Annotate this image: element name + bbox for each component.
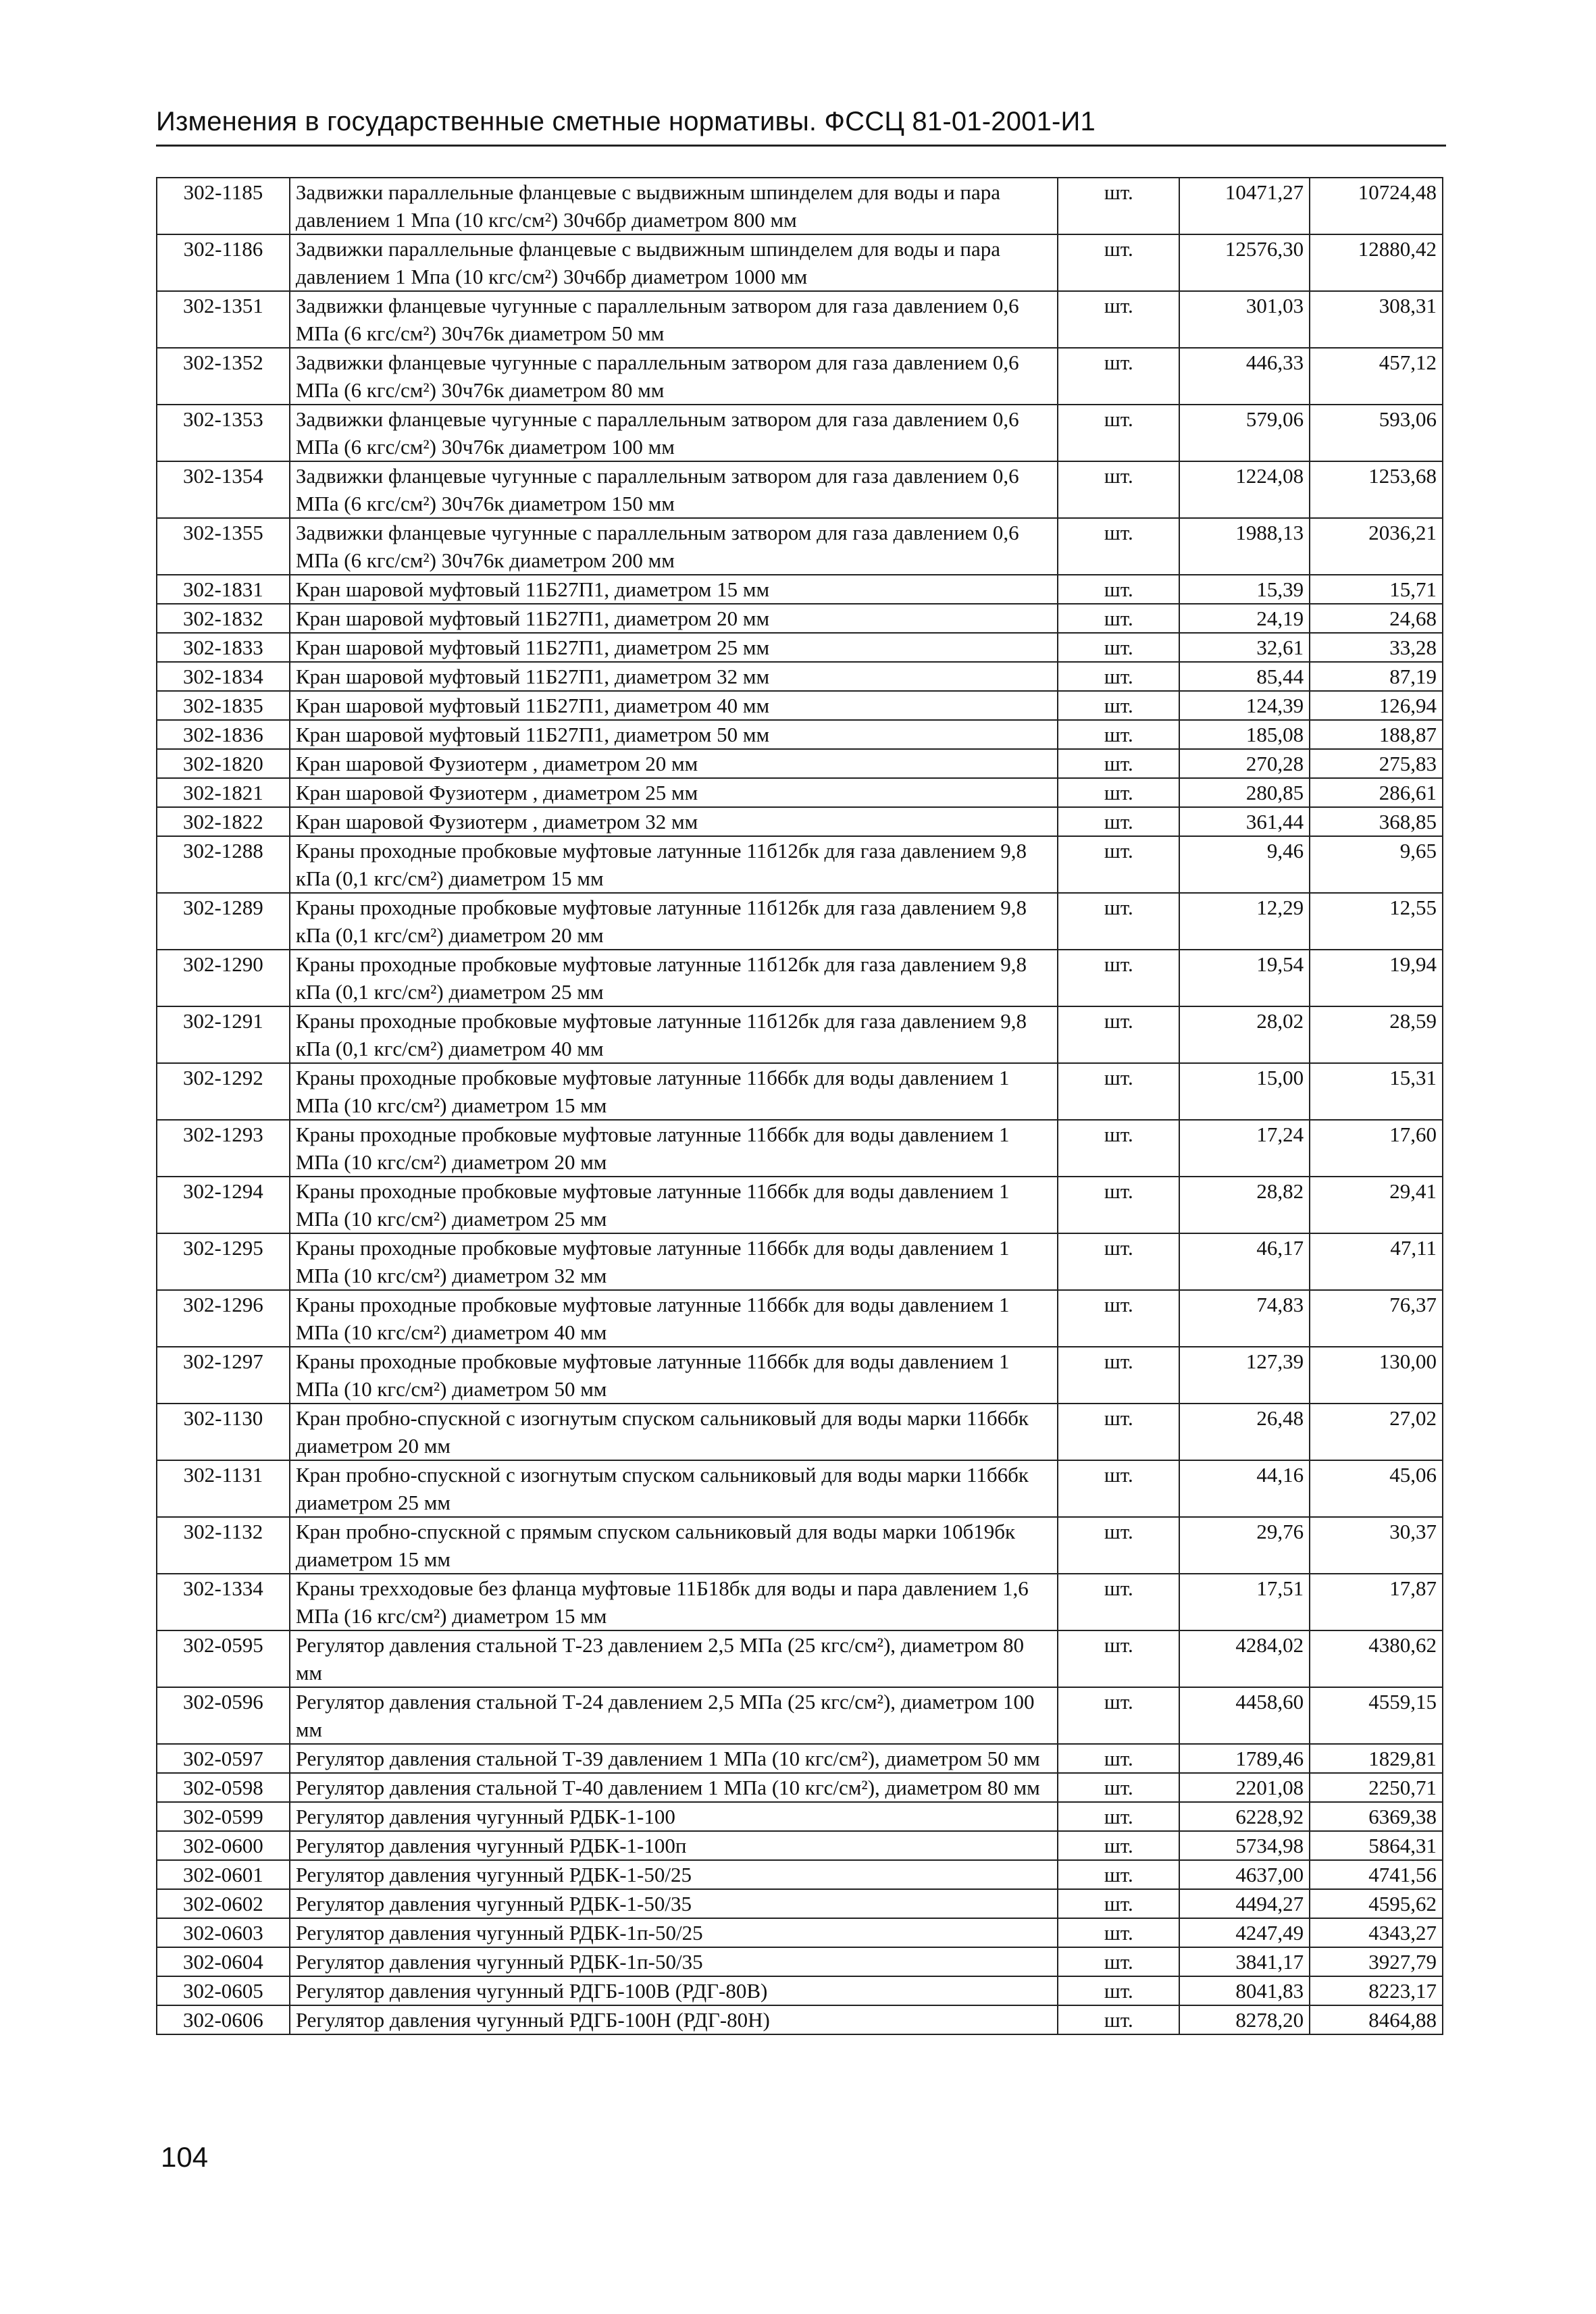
code-cell: 302-1836	[157, 720, 290, 749]
price-2-cell: 10724,48	[1310, 178, 1443, 234]
name-cell: Краны проходные пробковые муфтовые латунные 11б12бк для газа давлением 9,8 кПа (0,1 кгс/см²) диаметром 25 мм	[290, 950, 1058, 1006]
price-1-cell: 17,24	[1179, 1120, 1310, 1177]
price-1-cell: 15,00	[1179, 1063, 1310, 1120]
page-header: Изменения в государственные сметные нормативы. ФССЦ 81-01-2001-И1	[156, 107, 1096, 136]
name-cell: Кран шаровой муфтовый 11Б27П1, диаметром 50 мм	[290, 720, 1058, 749]
code-cell: 302-1130	[157, 1404, 290, 1460]
unit-cell: шт.	[1058, 720, 1179, 749]
code-cell: 302-1833	[157, 633, 290, 662]
table-row	[157, 1063, 1443, 1120]
code-cell: 302-1831	[157, 575, 290, 604]
price-1-cell: 2201,08	[1179, 1773, 1310, 1802]
name-cell: Кран шаровой Фузиотерм , диаметром 20 мм	[290, 749, 1058, 778]
name-cell: Кран шаровой муфтовый 11Б27П1, диаметром 20 мм	[290, 604, 1058, 633]
name-cell: Регулятор давления чугунный РДБК-1п-50/25	[290, 1918, 1058, 1947]
unit-cell: шт.	[1058, 1233, 1179, 1290]
price-1-cell: 74,83	[1179, 1290, 1310, 1347]
price-2-cell: 17,60	[1310, 1120, 1443, 1177]
price-2-cell: 29,41	[1310, 1177, 1443, 1233]
price-2-cell: 27,02	[1310, 1404, 1443, 1460]
price-table	[156, 177, 1443, 2035]
unit-cell: шт.	[1058, 1347, 1179, 1404]
price-1-cell: 446,33	[1179, 348, 1310, 405]
unit-cell: шт.	[1058, 1773, 1179, 1802]
price-2-cell: 76,37	[1310, 1290, 1443, 1347]
price-2-cell: 3927,79	[1310, 1947, 1443, 1976]
name-cell: Задвижки параллельные фланцевые с выдвижным шпинделем для воды и пара давлением 1 Мпа (10 кгс/см²) 30ч6бр диаметром 1000 мм	[290, 234, 1058, 291]
unit-cell: шт.	[1058, 1517, 1179, 1574]
unit-cell: шт.	[1058, 348, 1179, 405]
price-1-cell: 579,06	[1179, 405, 1310, 461]
unit-cell: шт.	[1058, 1889, 1179, 1918]
code-cell: 302-1351	[157, 291, 290, 348]
code-cell: 302-1355	[157, 518, 290, 575]
price-1-cell: 4284,02	[1179, 1630, 1310, 1687]
code-cell: 302-1353	[157, 405, 290, 461]
price-2-cell: 275,83	[1310, 749, 1443, 778]
table-row	[157, 778, 1443, 807]
table-row	[157, 749, 1443, 778]
table-row	[157, 720, 1443, 749]
price-1-cell: 9,46	[1179, 836, 1310, 893]
price-2-cell: 47,11	[1310, 1233, 1443, 1290]
name-cell: Краны проходные пробковые муфтовые латунные 11б12бк для газа давлением 9,8 кПа (0,1 кгс/см²) диаметром 40 мм	[290, 1006, 1058, 1063]
page-number: 104	[161, 2141, 209, 2173]
price-1-cell: 4494,27	[1179, 1889, 1310, 1918]
name-cell: Регулятор давления стальной Т-40 давлением 1 МПа (10 кгс/см²), диаметром 80 мм	[290, 1773, 1058, 1802]
table-row	[157, 1947, 1443, 1976]
price-2-cell: 4559,15	[1310, 1687, 1443, 1744]
price-2-cell: 457,12	[1310, 348, 1443, 405]
price-1-cell: 5734,98	[1179, 1831, 1310, 1860]
table-row	[157, 1574, 1443, 1630]
price-1-cell: 12576,30	[1179, 234, 1310, 291]
table-row	[157, 1233, 1443, 1290]
table-row	[157, 633, 1443, 662]
header-rule	[156, 145, 1446, 147]
table-row	[157, 1918, 1443, 1947]
code-cell: 302-1292	[157, 1063, 290, 1120]
price-1-cell: 26,48	[1179, 1404, 1310, 1460]
name-cell: Краны проходные пробковые муфтовые латунные 11б6бк для воды давлением 1 МПа (10 кгс/см²) диаметром 50 мм	[290, 1347, 1058, 1404]
name-cell: Кран пробно-спускной с изогнутым спуском сальниковый для воды марки 11б6бк диаметром 25 мм	[290, 1460, 1058, 1517]
code-cell: 302-0597	[157, 1744, 290, 1773]
price-2-cell: 593,06	[1310, 405, 1443, 461]
table-row	[157, 662, 1443, 691]
code-cell: 302-1352	[157, 348, 290, 405]
code-cell: 302-1832	[157, 604, 290, 633]
unit-cell: шт.	[1058, 778, 1179, 807]
price-table-body	[157, 178, 1443, 2034]
table-row	[157, 691, 1443, 720]
table-row	[157, 1630, 1443, 1687]
name-cell: Кран шаровой Фузиотерм , диаметром 32 мм	[290, 807, 1058, 836]
price-2-cell: 308,31	[1310, 291, 1443, 348]
table-row	[157, 518, 1443, 575]
name-cell: Задвижки фланцевые чугунные с параллельным затвором для газа давлением 0,6 МПа (6 кгс/см²) 30ч76к диаметром 100 мм	[290, 405, 1058, 461]
price-2-cell: 30,37	[1310, 1517, 1443, 1574]
price-1-cell: 24,19	[1179, 604, 1310, 633]
name-cell: Кран шаровой муфтовый 11Б27П1, диаметром 40 мм	[290, 691, 1058, 720]
unit-cell: шт.	[1058, 749, 1179, 778]
price-1-cell: 10471,27	[1179, 178, 1310, 234]
price-2-cell: 28,59	[1310, 1006, 1443, 1063]
table-row	[157, 1347, 1443, 1404]
price-2-cell: 87,19	[1310, 662, 1443, 691]
price-2-cell: 6369,38	[1310, 1802, 1443, 1831]
table-row	[157, 234, 1443, 291]
unit-cell: шт.	[1058, 1744, 1179, 1773]
table-row	[157, 604, 1443, 633]
code-cell: 302-1131	[157, 1460, 290, 1517]
price-1-cell: 1224,08	[1179, 461, 1310, 518]
table-row	[157, 1460, 1443, 1517]
unit-cell: шт.	[1058, 1976, 1179, 2005]
price-1-cell: 12,29	[1179, 893, 1310, 950]
unit-cell: шт.	[1058, 1918, 1179, 1947]
price-1-cell: 28,82	[1179, 1177, 1310, 1233]
table-row	[157, 1831, 1443, 1860]
code-cell: 302-1822	[157, 807, 290, 836]
price-2-cell: 15,71	[1310, 575, 1443, 604]
unit-cell: шт.	[1058, 1177, 1179, 1233]
price-1-cell: 280,85	[1179, 778, 1310, 807]
name-cell: Краны проходные пробковые муфтовые латунные 11б6бк для воды давлением 1 МПа (10 кгс/см²) диаметром 25 мм	[290, 1177, 1058, 1233]
unit-cell: шт.	[1058, 1802, 1179, 1831]
code-cell: 302-0598	[157, 1773, 290, 1802]
name-cell: Регулятор давления чугунный РДБК-1-50/25	[290, 1860, 1058, 1889]
price-1-cell: 15,39	[1179, 575, 1310, 604]
price-2-cell: 15,31	[1310, 1063, 1443, 1120]
code-cell: 302-1294	[157, 1177, 290, 1233]
unit-cell: шт.	[1058, 461, 1179, 518]
unit-cell: шт.	[1058, 518, 1179, 575]
table-row	[157, 1773, 1443, 1802]
unit-cell: шт.	[1058, 1290, 1179, 1347]
code-cell: 302-0600	[157, 1831, 290, 1860]
name-cell: Кран пробно-спускной с изогнутым спуском сальниковый для воды марки 11б6бк диаметром 20 мм	[290, 1404, 1058, 1460]
name-cell: Регулятор давления чугунный РДБК-1-100	[290, 1802, 1058, 1831]
price-2-cell: 19,94	[1310, 950, 1443, 1006]
code-cell: 302-1291	[157, 1006, 290, 1063]
unit-cell: шт.	[1058, 836, 1179, 893]
price-1-cell: 32,61	[1179, 633, 1310, 662]
name-cell: Краны проходные пробковые муфтовые латунные 11б6бк для воды давлением 1 МПа (10 кгс/см²) диаметром 40 мм	[290, 1290, 1058, 1347]
table-row	[157, 807, 1443, 836]
unit-cell: шт.	[1058, 807, 1179, 836]
unit-cell: шт.	[1058, 1947, 1179, 1976]
name-cell: Регулятор давления чугунный РДГБ-100В (РДГ-80В)	[290, 1976, 1058, 2005]
price-2-cell: 4595,62	[1310, 1889, 1443, 1918]
price-2-cell: 33,28	[1310, 633, 1443, 662]
code-cell: 302-0603	[157, 1918, 290, 1947]
price-1-cell: 29,76	[1179, 1517, 1310, 1574]
price-1-cell: 28,02	[1179, 1006, 1310, 1063]
unit-cell: шт.	[1058, 1574, 1179, 1630]
name-cell: Регулятор давления чугунный РДБК-1-100п	[290, 1831, 1058, 1860]
table-row	[157, 1802, 1443, 1831]
code-cell: 302-0606	[157, 2005, 290, 2034]
name-cell: Краны проходные пробковые муфтовые латунные 11б6бк для воды давлением 1 МПа (10 кгс/см²) диаметром 32 мм	[290, 1233, 1058, 1290]
price-2-cell: 2036,21	[1310, 518, 1443, 575]
code-cell: 302-1185	[157, 178, 290, 234]
price-2-cell: 126,94	[1310, 691, 1443, 720]
unit-cell: шт.	[1058, 1120, 1179, 1177]
price-1-cell: 44,16	[1179, 1460, 1310, 1517]
price-2-cell: 4343,27	[1310, 1918, 1443, 1947]
price-2-cell: 1829,81	[1310, 1744, 1443, 1773]
code-cell: 302-0602	[157, 1889, 290, 1918]
name-cell: Задвижки фланцевые чугунные с параллельным затвором для газа давлением 0,6 МПа (6 кгс/см²) 30ч76к диаметром 200 мм	[290, 518, 1058, 575]
table-row	[157, 1120, 1443, 1177]
code-cell: 302-1132	[157, 1517, 290, 1574]
price-2-cell: 368,85	[1310, 807, 1443, 836]
table-row	[157, 1976, 1443, 2005]
price-2-cell: 1253,68	[1310, 461, 1443, 518]
price-1-cell: 17,51	[1179, 1574, 1310, 1630]
name-cell: Задвижки параллельные фланцевые с выдвижным шпинделем для воды и пара давлением 1 Мпа (10 кгс/см²) 30ч6бр диаметром 800 мм	[290, 178, 1058, 234]
unit-cell: шт.	[1058, 950, 1179, 1006]
price-2-cell: 17,87	[1310, 1574, 1443, 1630]
name-cell: Краны трехходовые без фланца муфтовые 11Б18бк для воды и пара давлением 1,6 МПа (16 кгс/см²) диаметром 15 мм	[290, 1574, 1058, 1630]
table-row	[157, 950, 1443, 1006]
code-cell: 302-1820	[157, 749, 290, 778]
name-cell: Задвижки фланцевые чугунные с параллельным затвором для газа давлением 0,6 МПа (6 кгс/см²) 30ч76к диаметром 80 мм	[290, 348, 1058, 405]
price-2-cell: 12,55	[1310, 893, 1443, 950]
code-cell: 302-1290	[157, 950, 290, 1006]
table-row	[157, 575, 1443, 604]
table-row	[157, 1006, 1443, 1063]
price-1-cell: 6228,92	[1179, 1802, 1310, 1831]
price-2-cell: 2250,71	[1310, 1773, 1443, 1802]
price-1-cell: 8041,83	[1179, 1976, 1310, 2005]
unit-cell: шт.	[1058, 1860, 1179, 1889]
unit-cell: шт.	[1058, 1404, 1179, 1460]
code-cell: 302-1288	[157, 836, 290, 893]
unit-cell: шт.	[1058, 662, 1179, 691]
price-2-cell: 8464,88	[1310, 2005, 1443, 2034]
unit-cell: шт.	[1058, 1630, 1179, 1687]
unit-cell: шт.	[1058, 1063, 1179, 1120]
price-1-cell: 4637,00	[1179, 1860, 1310, 1889]
name-cell: Задвижки фланцевые чугунные с параллельным затвором для газа давлением 0,6 МПа (6 кгс/см²) 30ч76к диаметром 150 мм	[290, 461, 1058, 518]
name-cell: Регулятор давления чугунный РДБК-1п-50/35	[290, 1947, 1058, 1976]
unit-cell: шт.	[1058, 1006, 1179, 1063]
price-2-cell: 45,06	[1310, 1460, 1443, 1517]
name-cell: Краны проходные пробковые муфтовые латунные 11б12бк для газа давлением 9,8 кПа (0,1 кгс/см²) диаметром 20 мм	[290, 893, 1058, 950]
table-row	[157, 461, 1443, 518]
name-cell: Регулятор давления стальной Т-39 давлением 1 МПа (10 кгс/см²), диаметром 50 мм	[290, 1744, 1058, 1773]
unit-cell: шт.	[1058, 234, 1179, 291]
unit-cell: шт.	[1058, 405, 1179, 461]
table-row	[157, 1744, 1443, 1773]
code-cell: 302-1295	[157, 1233, 290, 1290]
name-cell: Кран шаровой муфтовый 11Б27П1, диаметром 32 мм	[290, 662, 1058, 691]
price-1-cell: 270,28	[1179, 749, 1310, 778]
name-cell: Кран шаровой муфтовый 11Б27П1, диаметром 15 мм	[290, 575, 1058, 604]
name-cell: Регулятор давления стальной Т-24 давлением 2,5 МПа (25 кгс/см²), диаметром 100 мм	[290, 1687, 1058, 1744]
table-row	[157, 2005, 1443, 2034]
price-2-cell: 12880,42	[1310, 234, 1443, 291]
price-1-cell: 301,03	[1179, 291, 1310, 348]
unit-cell: шт.	[1058, 291, 1179, 348]
table-row	[157, 1889, 1443, 1918]
name-cell: Кран пробно-спускной с прямым спуском сальниковый для воды марки 10б19бк диаметром 15 мм	[290, 1517, 1058, 1574]
unit-cell: шт.	[1058, 575, 1179, 604]
code-cell: 302-1297	[157, 1347, 290, 1404]
price-2-cell: 24,68	[1310, 604, 1443, 633]
price-2-cell: 4741,56	[1310, 1860, 1443, 1889]
code-cell: 302-1289	[157, 893, 290, 950]
price-2-cell: 188,87	[1310, 720, 1443, 749]
table-row	[157, 1290, 1443, 1347]
price-1-cell: 46,17	[1179, 1233, 1310, 1290]
unit-cell: шт.	[1058, 633, 1179, 662]
name-cell: Регулятор давления стальной Т-23 давлением 2,5 МПа (25 кгс/см²), диаметром 80 мм	[290, 1630, 1058, 1687]
name-cell: Регулятор давления чугунный РДБК-1-50/35	[290, 1889, 1058, 1918]
table-row	[157, 1404, 1443, 1460]
code-cell: 302-0605	[157, 1976, 290, 2005]
table-row	[157, 1177, 1443, 1233]
price-2-cell: 5864,31	[1310, 1831, 1443, 1860]
code-cell: 302-1834	[157, 662, 290, 691]
code-cell: 302-0604	[157, 1947, 290, 1976]
table-row	[157, 291, 1443, 348]
name-cell: Задвижки фланцевые чугунные с параллельным затвором для газа давлением 0,6 МПа (6 кгс/см²) 30ч76к диаметром 50 мм	[290, 291, 1058, 348]
code-cell: 302-1334	[157, 1574, 290, 1630]
code-cell: 302-1293	[157, 1120, 290, 1177]
name-cell: Кран шаровой Фузиотерм , диаметром 25 мм	[290, 778, 1058, 807]
price-1-cell: 3841,17	[1179, 1947, 1310, 1976]
table-row	[157, 178, 1443, 234]
unit-cell: шт.	[1058, 893, 1179, 950]
table-row	[157, 1687, 1443, 1744]
price-2-cell: 4380,62	[1310, 1630, 1443, 1687]
price-1-cell: 8278,20	[1179, 2005, 1310, 2034]
price-1-cell: 127,39	[1179, 1347, 1310, 1404]
name-cell: Кран шаровой муфтовый 11Б27П1, диаметром 25 мм	[290, 633, 1058, 662]
code-cell: 302-1296	[157, 1290, 290, 1347]
name-cell: Краны проходные пробковые муфтовые латунные 11б6бк для воды давлением 1 МПа (10 кгс/см²) диаметром 20 мм	[290, 1120, 1058, 1177]
price-2-cell: 9,65	[1310, 836, 1443, 893]
code-cell: 302-0601	[157, 1860, 290, 1889]
unit-cell: шт.	[1058, 1687, 1179, 1744]
price-1-cell: 1789,46	[1179, 1744, 1310, 1773]
unit-cell: шт.	[1058, 1831, 1179, 1860]
table-row	[157, 1860, 1443, 1889]
price-2-cell: 8223,17	[1310, 1976, 1443, 2005]
table-row	[157, 405, 1443, 461]
code-cell: 302-1835	[157, 691, 290, 720]
price-1-cell: 85,44	[1179, 662, 1310, 691]
name-cell: Регулятор давления чугунный РДГБ-100Н (РДГ-80Н)	[290, 2005, 1058, 2034]
price-1-cell: 4458,60	[1179, 1687, 1310, 1744]
code-cell: 302-1354	[157, 461, 290, 518]
price-1-cell: 4247,49	[1179, 1918, 1310, 1947]
unit-cell: шт.	[1058, 604, 1179, 633]
price-1-cell: 185,08	[1179, 720, 1310, 749]
price-1-cell: 1988,13	[1179, 518, 1310, 575]
unit-cell: шт.	[1058, 1460, 1179, 1517]
table-row	[157, 348, 1443, 405]
code-cell: 302-0599	[157, 1802, 290, 1831]
code-cell: 302-0595	[157, 1630, 290, 1687]
unit-cell: шт.	[1058, 2005, 1179, 2034]
price-1-cell: 361,44	[1179, 807, 1310, 836]
name-cell: Краны проходные пробковые муфтовые латунные 11б6бк для воды давлением 1 МПа (10 кгс/см²) диаметром 15 мм	[290, 1063, 1058, 1120]
table-row	[157, 1517, 1443, 1574]
unit-cell: шт.	[1058, 691, 1179, 720]
code-cell: 302-1821	[157, 778, 290, 807]
table-row	[157, 836, 1443, 893]
code-cell: 302-1186	[157, 234, 290, 291]
unit-cell: шт.	[1058, 178, 1179, 234]
code-cell: 302-0596	[157, 1687, 290, 1744]
table-row	[157, 893, 1443, 950]
price-2-cell: 130,00	[1310, 1347, 1443, 1404]
price-1-cell: 19,54	[1179, 950, 1310, 1006]
name-cell: Краны проходные пробковые муфтовые латунные 11б12бк для газа давлением 9,8 кПа (0,1 кгс/см²) диаметром 15 мм	[290, 836, 1058, 893]
price-1-cell: 124,39	[1179, 691, 1310, 720]
price-2-cell: 286,61	[1310, 778, 1443, 807]
